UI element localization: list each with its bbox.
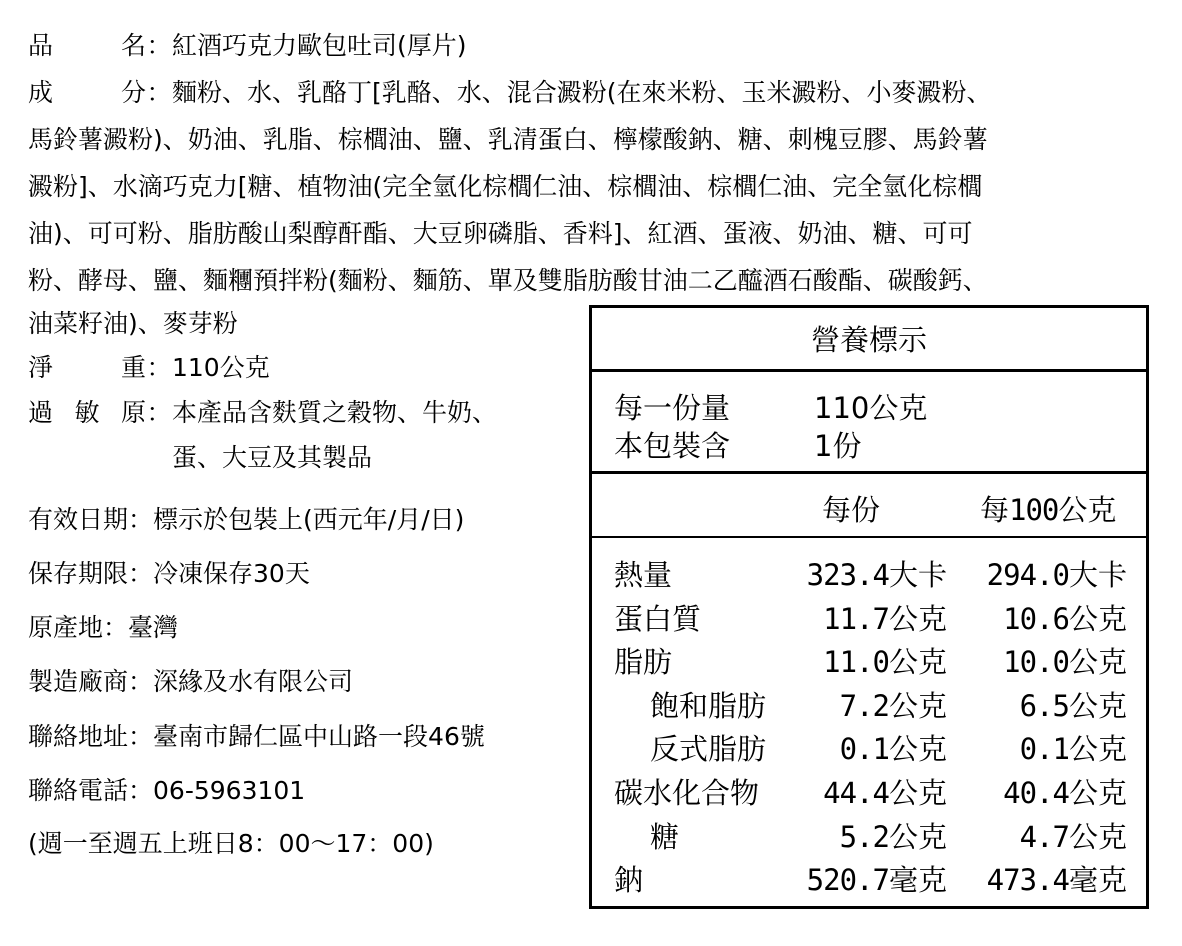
per-serving-unit: 公克: [888, 688, 947, 723]
per-serving-unit: 大卡: [888, 558, 947, 592]
allergen-text-2: 蛋、大豆及其製品: [172, 443, 373, 472]
maker-line: [28, 664, 353, 700]
colon: ：: [128, 559, 154, 588]
nutrient-per-serving: [782, 771, 947, 812]
colon: ：: [128, 667, 154, 696]
per-serving-value: 0.1: [839, 732, 889, 767]
nutrient-per-100g: [952, 640, 1127, 681]
serving-size-label: 每一份量: [614, 391, 731, 425]
divider: [592, 369, 1146, 372]
per-serving-value: 5.2: [839, 819, 889, 854]
nutrition-title: 營養標示: [810, 323, 927, 357]
per-serving-value: 323.4: [806, 558, 889, 592]
nutrient-name: 反式脂肪: [650, 732, 767, 767]
nutrient-name: 蛋白質: [614, 601, 702, 636]
nutrient-per-serving: [782, 597, 947, 638]
divider: [592, 471, 1146, 474]
nutrition-table: [589, 305, 1149, 909]
expiry-line: [28, 502, 464, 538]
nutrient-name: 糖: [650, 819, 680, 854]
maker: 深緣及水有限公司: [153, 667, 354, 696]
nutrient-per-serving: [782, 684, 947, 725]
nutrient-label: [650, 684, 766, 725]
per-100g-value: 6.5: [1019, 688, 1069, 723]
nutrient-per-100g: [952, 858, 1127, 899]
per-100g-value: 10.0: [1003, 645, 1069, 680]
per-serving-value: 7.2: [839, 688, 889, 723]
per-100g-value: 40.4: [1003, 776, 1069, 810]
nutrient-name: 飽和脂肪: [650, 688, 767, 723]
ingredients-label: 成 分: [28, 78, 146, 107]
ingredients-line-1: [28, 75, 992, 111]
per-100g-unit: 公克: [1068, 601, 1127, 636]
nutrient-label: [614, 640, 672, 681]
per-serving-value: 11.0: [823, 645, 889, 680]
nutrient-label: [614, 858, 643, 899]
colon: ：: [146, 78, 172, 107]
servings-label: 本包裝含: [614, 429, 731, 463]
nutrient-per-serving: [782, 640, 947, 681]
colon: ：: [146, 398, 172, 427]
origin-label: 原產地: [28, 613, 104, 642]
nutrient-per-serving: [782, 553, 947, 594]
expiry-label: 有效日期: [28, 505, 129, 534]
per-serving-value: 11.7: [823, 601, 889, 636]
per-serving-unit: 公克: [888, 601, 947, 636]
allergen-label: 過 敏 原: [28, 398, 146, 427]
phone-line: [28, 773, 305, 809]
servings: 1份: [814, 429, 862, 463]
per-serving-unit: 公克: [888, 776, 947, 810]
serving-size: 110公克: [814, 391, 928, 425]
colon: ：: [128, 722, 154, 751]
nutrient-label: [650, 727, 766, 768]
nutrient-per-serving: [782, 727, 947, 768]
nutrient-per-serving: [782, 858, 947, 899]
phone: 06-5963101: [153, 776, 306, 805]
col-per-100g-num: 100: [1009, 493, 1059, 527]
per-serving-value: 520.7: [806, 863, 889, 898]
storage-label: 保存期限: [28, 559, 129, 588]
col-per-serving: 每份: [822, 493, 881, 527]
product-name: 紅酒巧克力歐包吐司(厚片): [172, 31, 467, 60]
nutrient-per-100g: [952, 771, 1127, 812]
colon: ：: [146, 353, 172, 382]
expiry: 標示於包裝上(西元年/月/日): [153, 505, 465, 534]
per-serving-value: 44.4: [823, 776, 889, 810]
ingredients-text-1: 麵粉、水、乳酪丁[乳酪、水、混合澱粉(在來米粉、玉米澱粉、小麥澱粉、: [172, 78, 992, 107]
net-weight: 110公克: [172, 353, 270, 382]
ingredients-text-5: 粉、酵母、鹽、麵糰預拌粉(麵粉、麵筋、單及雙脂肪酸甘油二乙醯酒石酸酯、碳酸鈣、: [28, 266, 988, 295]
colon: ：: [128, 505, 154, 534]
col-per-100g: [980, 488, 1116, 529]
allergen-line-1: [28, 395, 497, 431]
ingredients-text-2: 馬鈴薯澱粉)、奶油、乳脂、棕櫚油、鹽、乳清蛋白、檸檬酸鈉、糖、刺槐豆膠、馬鈴薯: [28, 125, 988, 154]
per-serving-unit: 公克: [888, 645, 947, 680]
nutrient-label: [614, 597, 701, 638]
business-hours: (週一至週五上班日8：00～17：00): [28, 829, 434, 858]
allergen-text-1: 本產品含麩質之穀物、牛奶、: [172, 398, 498, 427]
net-weight-line: [28, 350, 270, 386]
nutrient-name: 熱量: [614, 558, 673, 592]
colon: ：: [146, 31, 172, 60]
ingredients-text-4: 油)、可可粉、脂肪酸山梨醇酐酯、大豆卵磷脂、香料]、紅酒、蛋液、奶油、糖、可可: [28, 219, 973, 248]
per-100g-unit: 大卡: [1068, 558, 1127, 592]
net-weight-label: 淨 重: [28, 353, 146, 382]
col-per-100g-unit: 公克: [1058, 493, 1117, 527]
per-100g-unit: 公克: [1068, 819, 1127, 854]
ingredients-text-6: 油菜籽油)、麥芽粉: [28, 309, 238, 338]
per-100g-unit: 公克: [1068, 776, 1127, 810]
nutrient-per-100g: [952, 815, 1127, 856]
per-100g-value: 294.0: [986, 558, 1069, 592]
nutrient-name: 鈉: [614, 863, 644, 898]
per-serving-unit: 公克: [888, 819, 947, 854]
per-100g-unit: 公克: [1068, 645, 1127, 680]
product-name-line: [28, 28, 467, 64]
nutrient-per-100g: [952, 684, 1127, 725]
storage-line: [28, 556, 310, 592]
origin: 臺灣: [128, 613, 179, 642]
divider: [592, 536, 1146, 538]
per-100g-value: 0.1: [1019, 732, 1069, 767]
phone-label: 聯絡電話: [28, 776, 129, 805]
per-100g-unit: 公克: [1068, 688, 1127, 723]
nutrient-label: [650, 815, 679, 856]
per-100g-value: 4.7: [1019, 819, 1069, 854]
nutrient-name: 脂肪: [614, 645, 673, 680]
origin-line: [28, 610, 178, 646]
product-name-label: 品 名: [28, 31, 146, 60]
nutrient-per-serving: [782, 815, 947, 856]
maker-label: 製造廠商: [28, 667, 129, 696]
colon: ：: [103, 613, 129, 642]
ingredients-text-3: 澱粉]、水滴巧克力[糖、植物油(完全氫化棕櫚仁油、棕櫚油、棕櫚仁油、完全氫化棕櫚: [28, 172, 983, 201]
per-100g-unit: 公克: [1068, 732, 1127, 767]
per-serving-unit: 毫克: [888, 863, 947, 898]
per-serving-unit: 公克: [888, 732, 947, 767]
per-100g-unit: 毫克: [1068, 863, 1127, 898]
nutrient-label: [614, 771, 759, 812]
colon: ：: [128, 776, 154, 805]
storage: 冷凍保存30天: [153, 559, 310, 588]
address-label: 聯絡地址: [28, 722, 129, 751]
col-per-100g-prefix: 每: [980, 493, 1010, 527]
nutrient-per-100g: [952, 553, 1127, 594]
nutrient-per-100g: [952, 597, 1127, 638]
address-line: [28, 719, 485, 755]
address: 臺南市歸仁區中山路一段46號: [153, 722, 485, 751]
per-100g-value: 473.4: [986, 863, 1069, 898]
per-100g-value: 10.6: [1003, 601, 1069, 636]
nutrient-per-100g: [952, 727, 1127, 768]
nutrient-name: 碳水化合物: [614, 776, 760, 810]
nutrient-label: [614, 553, 672, 594]
